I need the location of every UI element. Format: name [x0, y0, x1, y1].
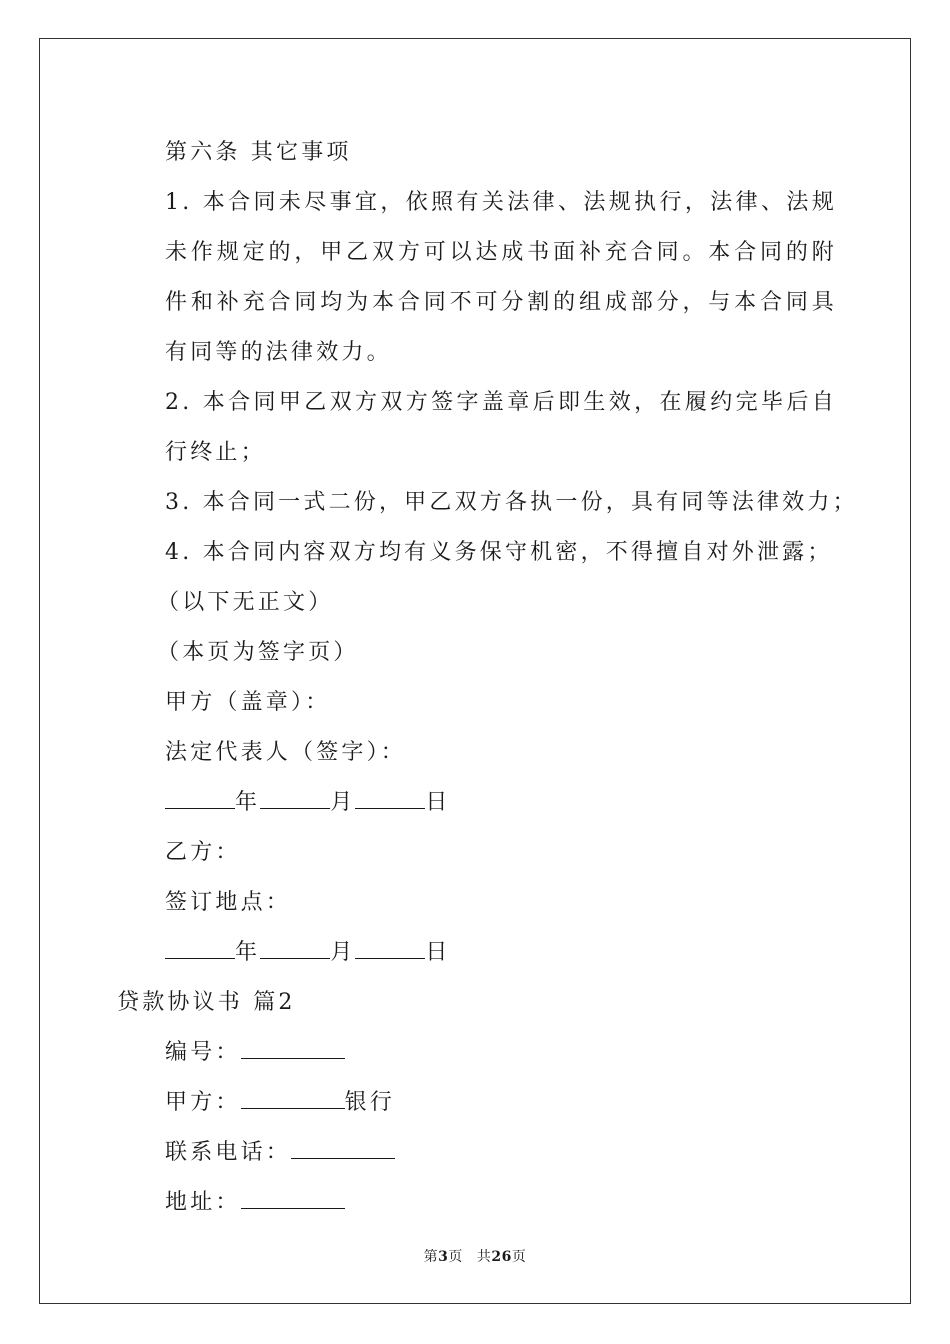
phone-line [117, 1128, 837, 1178]
date-line-1 [117, 778, 837, 828]
section-title: 第六条 其它事项 [165, 140, 352, 165]
footer-total-suffix: 页 [511, 1249, 527, 1265]
total-page-number: 26 [491, 1249, 512, 1265]
phone-label: 联系电话： [165, 1140, 292, 1165]
address-line [117, 1178, 837, 1228]
party-a-blank[interactable] [241, 1082, 345, 1109]
no-more-text: （以下无正文） [157, 590, 334, 615]
day-label: 日 [425, 790, 451, 815]
footer-total-prefix: 共 [476, 1249, 492, 1265]
day-blank[interactable] [355, 782, 425, 809]
party-a-seal: 甲方（盖章）： [165, 690, 331, 715]
year-blank[interactable] [165, 932, 235, 959]
clause-1 [117, 178, 837, 378]
address-label: 地址： [165, 1190, 241, 1215]
number-line [117, 1028, 837, 1078]
number-blank[interactable] [241, 1032, 345, 1059]
party-a-line [117, 1078, 837, 1128]
year-blank[interactable] [165, 782, 235, 809]
month-blank[interactable] [260, 932, 330, 959]
footer-page-suffix: 页 [448, 1249, 463, 1265]
bank-label: 银行 [344, 1090, 396, 1115]
number-label: 编号： [165, 1040, 241, 1065]
current-page-number: 3 [438, 1249, 449, 1265]
month-label: 月 [330, 790, 356, 815]
footer-prefix: 第 [423, 1249, 439, 1265]
phone-blank[interactable] [291, 1132, 395, 1159]
party-a-label: 甲方： [165, 1090, 241, 1115]
clause-3: 3. 本合同一式二份，甲乙双方各执一份，具有同等法律效力； [165, 490, 858, 515]
month-blank[interactable] [260, 782, 330, 809]
day-label: 日 [425, 940, 451, 965]
party-b: 乙方： [165, 840, 241, 865]
address-blank[interactable] [241, 1182, 345, 1209]
sign-place: 签订地点： [165, 890, 292, 915]
signature-page-note: （本页为签字页） [157, 640, 359, 665]
clause-2 [117, 378, 837, 478]
page-footer [0, 1246, 950, 1266]
next-doc-title: 贷款协议书 篇2 [117, 990, 296, 1015]
clause-4: 4. 本合同内容双方均有义务保守机密，不得擅自对外泄露； [165, 540, 833, 565]
clause-2-text: 2. 本合同甲乙双方双方签字盖章后即生效，在履约完毕后自行终止； [165, 390, 837, 465]
year-label: 年 [235, 790, 261, 815]
date-line-2 [117, 928, 837, 978]
day-blank[interactable] [355, 932, 425, 959]
clause-1-text: 1. 本合同未尽事宜，依照有关法律、法规执行，法律、法规未作规定的，甲乙双方可以达成书面补充合同。本合同的附件和补充合同均为本合同不可分割的组成部分，与本合同具有同等的法律效力。 [165, 190, 837, 365]
year-label: 年 [235, 940, 261, 965]
document-body [117, 128, 858, 1228]
month-label: 月 [330, 940, 356, 965]
legal-representative: 法定代表人（签字）： [165, 740, 407, 765]
